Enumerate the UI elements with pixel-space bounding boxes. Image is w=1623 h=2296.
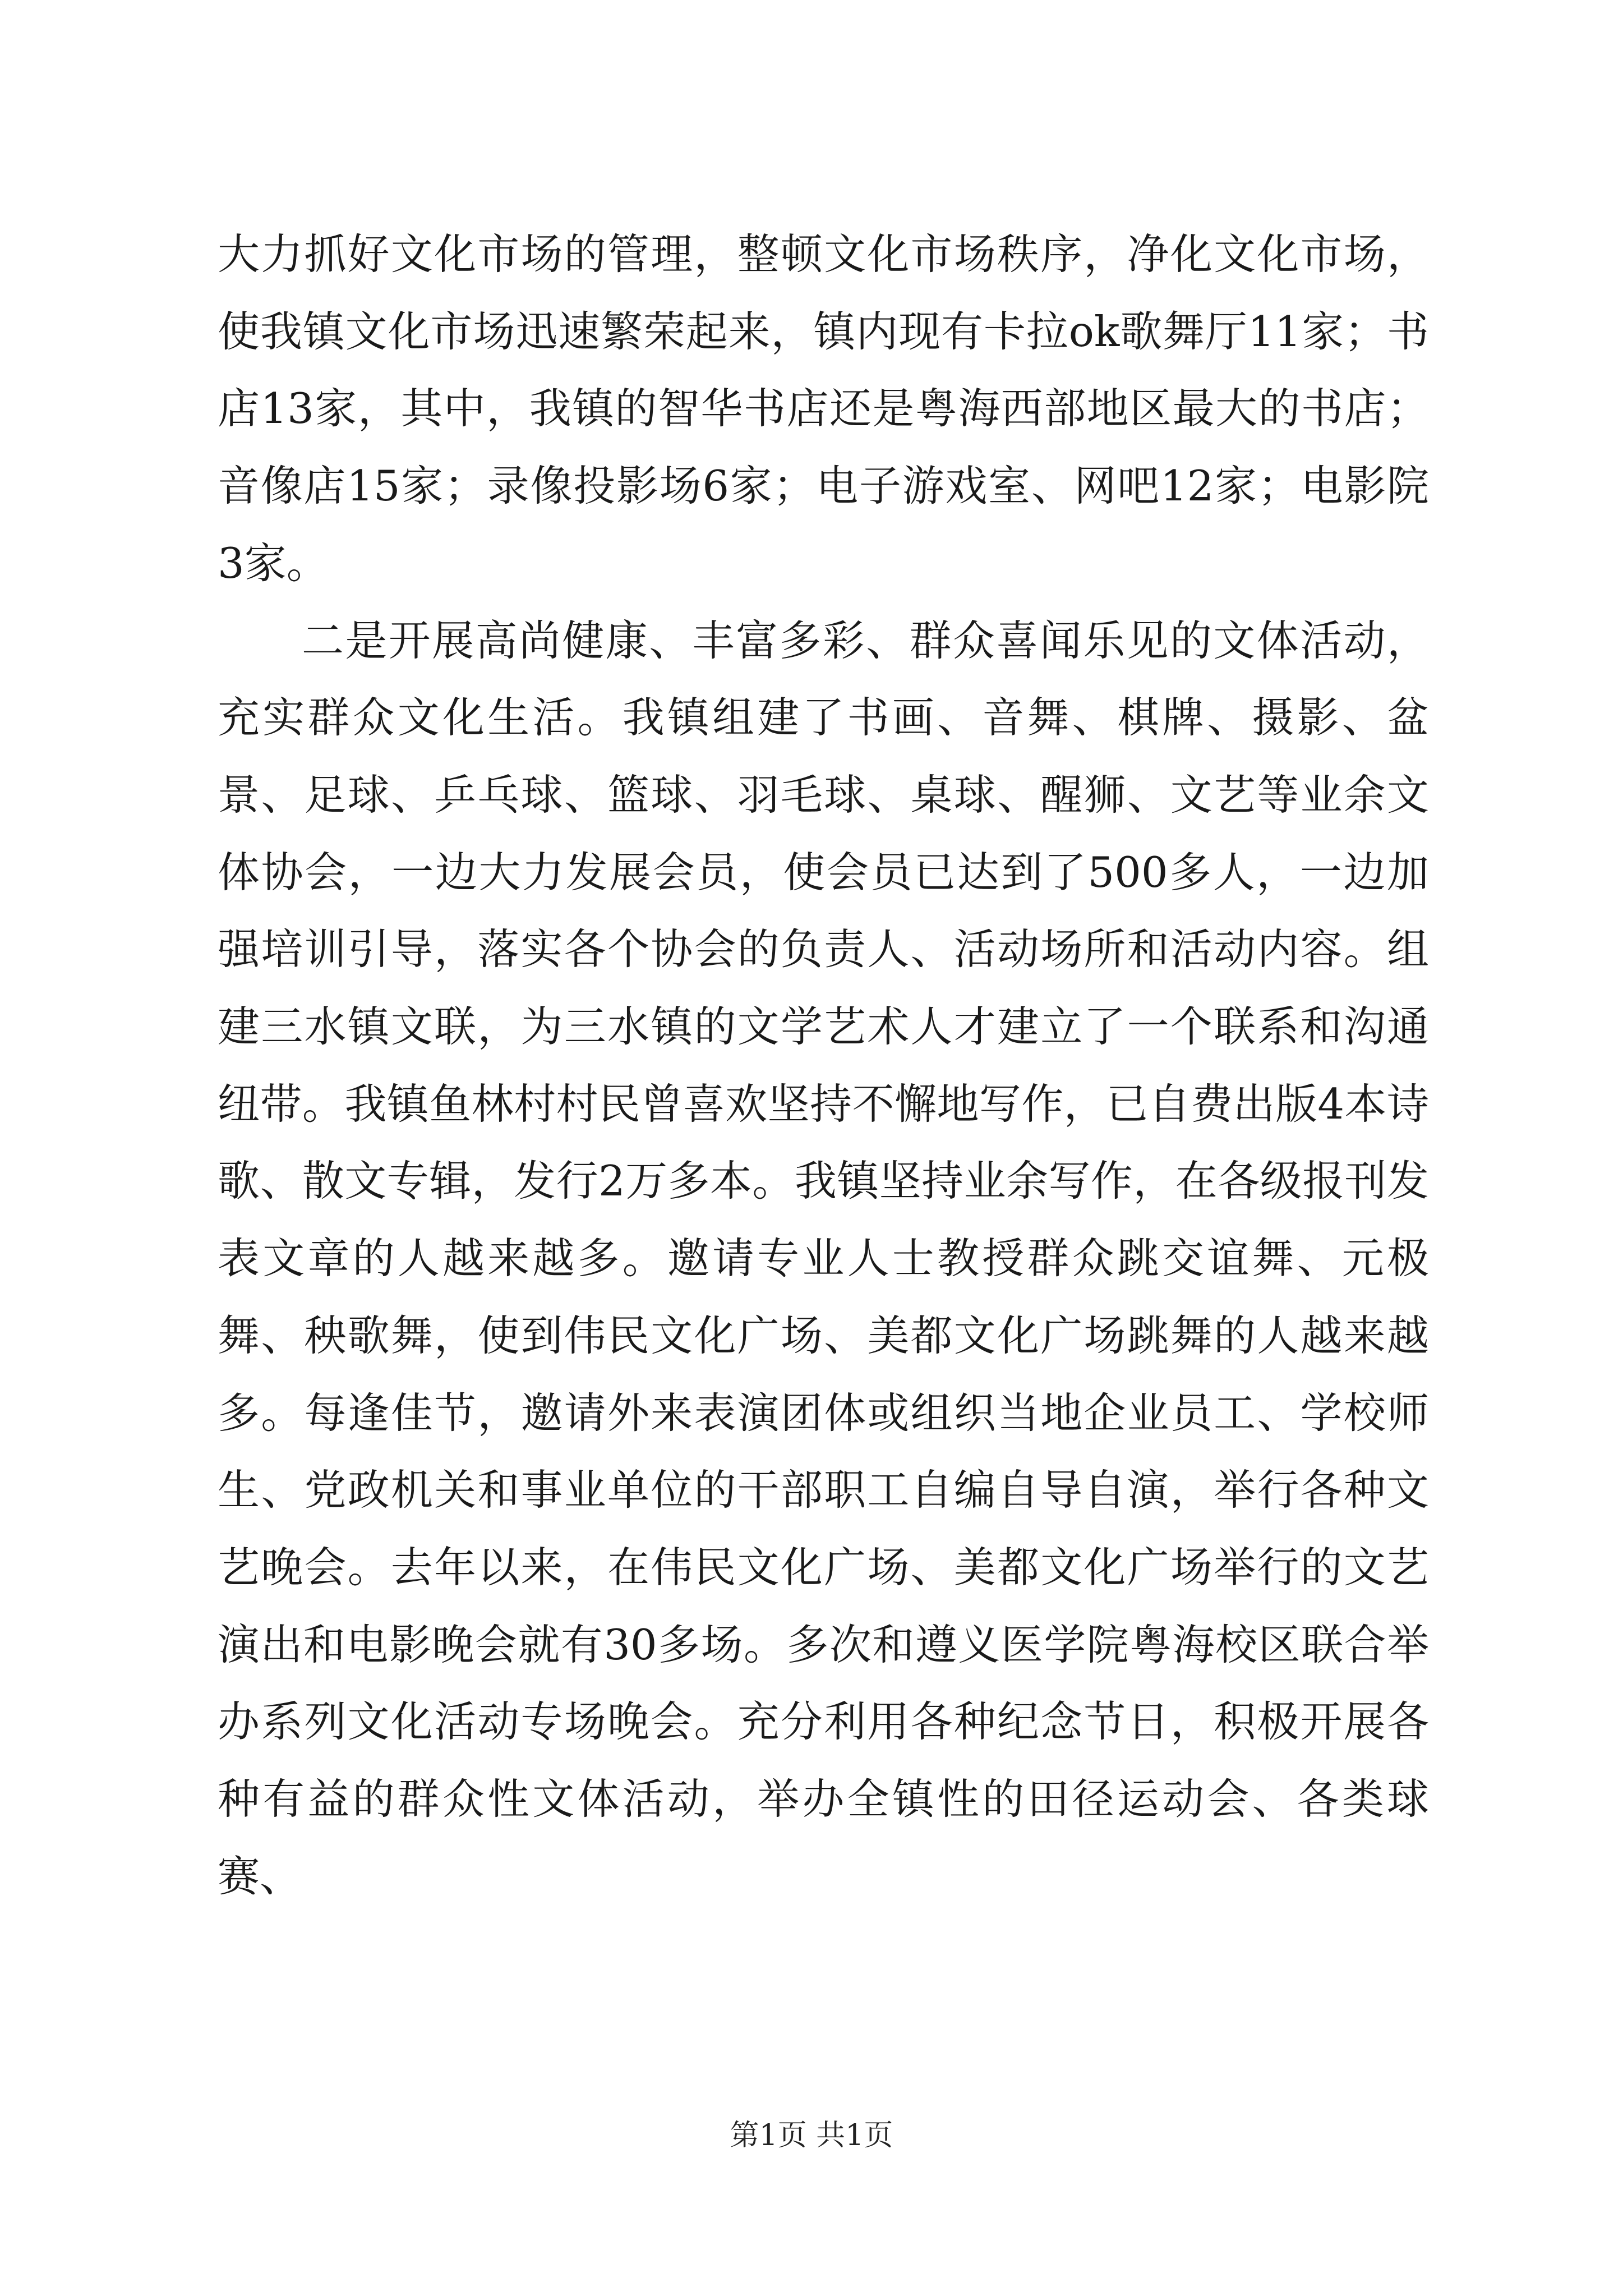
paragraph-cultural-activities: 二是开展高尚健康、丰富多彩、群众喜闻乐见的文体活动，充实群众文化生活。我镇组建了书画、音舞、棋牌、摄影、盆景、足球、乒乓球、篮球、羽毛球、桌球、醒狮、文艺等业余文体协会，一边大力发展会员，使会员已达到了500多人，一边加强培训引导，落实各个协会的负责人、活动场所和活动内容。组建三水镇文联，为三水镇的文学艺术人才建立了一个联系和沟通纽带。我镇鱼林村村民曾喜欢坚持不懈地写作，已自费出版4本诗歌、散文专辑，发行2万多本。我镇坚持业余写作，在各级报刊发表文章的人越来越多。邀请专业人士教授群众跳交谊舞、元极舞、秧歌舞，使到伟民文化广场、美都文化广场跳舞的人越来越多。每逢佳节，邀请外来表演团体或组织当地企业员工、学校师生、党政机关和事业单位的干部职工自编自导自演，举行各种文艺晚会。去年以来，在伟民文化广场、美都文化广场举行的文艺演出和电影晚会就有30多场。多次和遵义医学院粤海校区联合举办系列文化活动专场晚会。充分利用各种纪念节日，积极开展各种有益的群众性文体活动，举办全镇性的田径运动会、各类球赛、 [218, 615, 1429, 1901]
page-footer: 第1页 共1页 [730, 2119, 893, 2152]
document-body [218, 216, 1429, 1915]
paragraph-continuation: 大力抓好文化市场的管理，整顿文化市场秩序，净化文化市场，使我镇文化市场迅速繁荣起来，镇内现有卡拉ok歌舞厅11家；书店13家，其中，我镇的智华书店还是粤海西部地区最大的书店；音像店15家；录像投影场6家；电子游戏室、网吧12家；电影院3家。 [218, 229, 1429, 588]
